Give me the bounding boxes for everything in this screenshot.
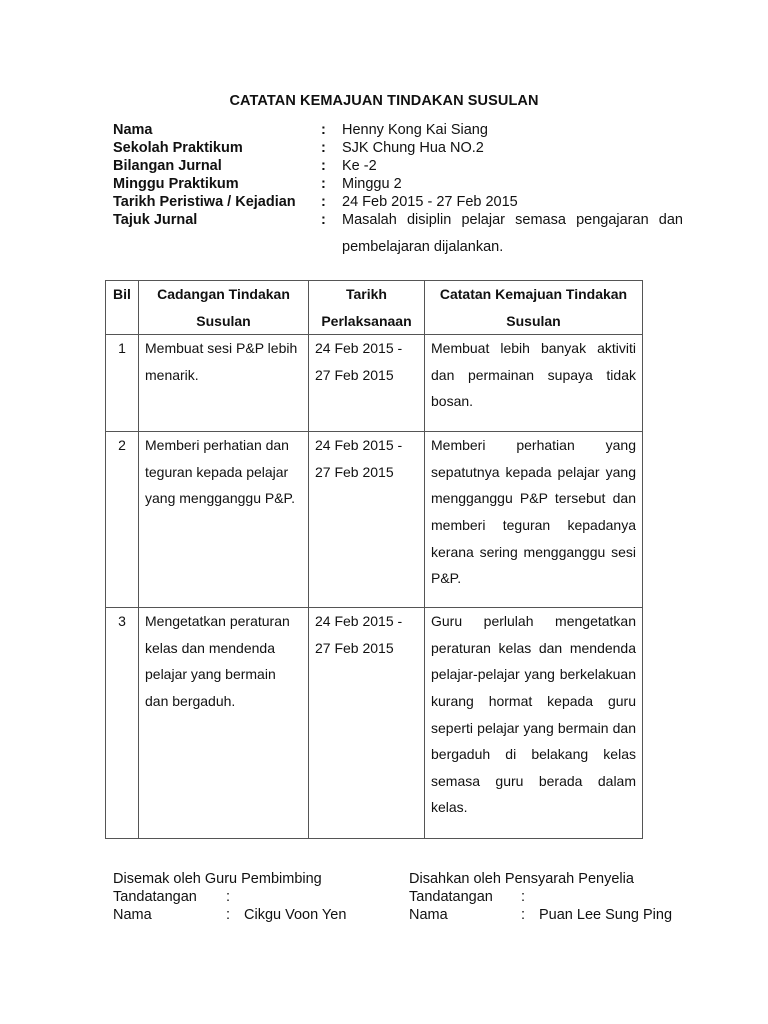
info-label: Minggu Praktikum [113,176,239,192]
info-value: SJK Chung Hua NO.2 [342,140,484,156]
table-row [106,608,643,839]
signer-name: Cikgu Voon Yen [244,907,347,923]
column-header: Catatan Kemajuan Tindakan Susulan [425,281,643,335]
catatan-cell: Memberi perhatian yang sepatutnya kepada pelajar yang mengganggu P&P tersebut dan memberi teguran kepadanya kerana sering mengganggu sesi P&P. [425,432,643,608]
cadangan-cell: Memberi perhatian dan teguran kepada pelajar yang mengganggu P&P. [139,432,309,608]
signature-line [113,888,346,906]
info-colon: : [321,212,326,228]
name-label: Nama [409,907,448,923]
catatan-cell: Membuat lebih banyak aktiviti dan permainan supaya tidak bosan. [425,335,643,432]
signature-block-teacher [113,870,346,924]
info-value: Henny Kong Kai Siang [342,122,488,138]
info-label: Sekolah Praktikum [113,140,243,156]
cadangan-cell: Membuat sesi P&P lebih menarik. [139,335,309,432]
name-colon: : [226,907,231,923]
info-label: Tajuk Jurnal [113,212,198,228]
name-line [409,906,672,924]
info-row-minggu [113,175,683,193]
column-header: Bil [106,281,139,335]
info-label: Nama [113,122,153,138]
info-value: Minggu 2 [342,176,402,192]
tarikh-cell: 24 Feb 2015 - 27 Feb 2015 [309,335,425,432]
info-row-nama [113,121,683,139]
info-colon: : [321,140,326,156]
journal-info [113,121,683,261]
table-header-row [106,281,643,335]
follow-up-table [105,280,643,839]
table-row [106,432,643,608]
column-header: Tarikh Perlaksanaan [309,281,425,335]
row-number: 3 [106,608,139,839]
signer-name: Puan Lee Sung Ping [539,907,673,923]
signature-block-lecturer [409,870,672,924]
row-number: 1 [106,335,139,432]
info-row-bilangan [113,157,683,175]
signature-heading: Disemak oleh Guru Pembimbing [113,871,322,887]
info-value: Masalah disiplin pelajar semasa pengajaran dan pembelajaran dijalankan. [342,212,683,255]
catatan-cell: Guru perlulah mengetatkan peraturan kelas dan mendenda pelajar-pelajar yang berkelakuan kurang hormat kepada guru seperti pelajar yang bermain dan bergaduh di belakang kelas semasa guru berada dalam kelas. [425,608,643,839]
tarikh-cell: 24 Feb 2015 - 27 Feb 2015 [309,432,425,608]
info-colon: : [321,176,326,192]
signature-line [409,888,672,906]
signature-colon: : [226,889,231,905]
name-line [113,906,346,924]
signature-colon: : [521,889,526,905]
cadangan-cell: Mengetatkan peraturan kelas dan mendenda pelajar yang bermain dan bergaduh. [139,608,309,839]
info-colon: : [321,122,326,138]
name-colon: : [521,907,526,923]
signature-label: Tandatangan [409,889,493,905]
info-row-sekolah [113,139,683,157]
tarikh-cell: 24 Feb 2015 - 27 Feb 2015 [309,608,425,839]
signature-heading: Disahkan oleh Pensyarah Penyelia [409,871,634,887]
info-value: Ke -2 [342,158,377,174]
info-colon: : [321,194,326,210]
row-number: 2 [106,432,139,608]
info-label: Bilangan Jurnal [113,158,222,174]
name-label: Nama [113,907,152,923]
column-header: Cadangan Tindakan Susulan [139,281,309,335]
table-row [106,335,643,432]
signature-label: Tandatangan [113,889,197,905]
info-colon: : [321,158,326,174]
document-title: CATATAN KEMAJUAN TINDAKAN SUSULAN [229,93,539,109]
info-row-tajuk [113,211,683,261]
info-value: 24 Feb 2015 - 27 Feb 2015 [342,194,518,210]
info-label: Tarikh Peristiwa / Kejadian [113,194,296,210]
